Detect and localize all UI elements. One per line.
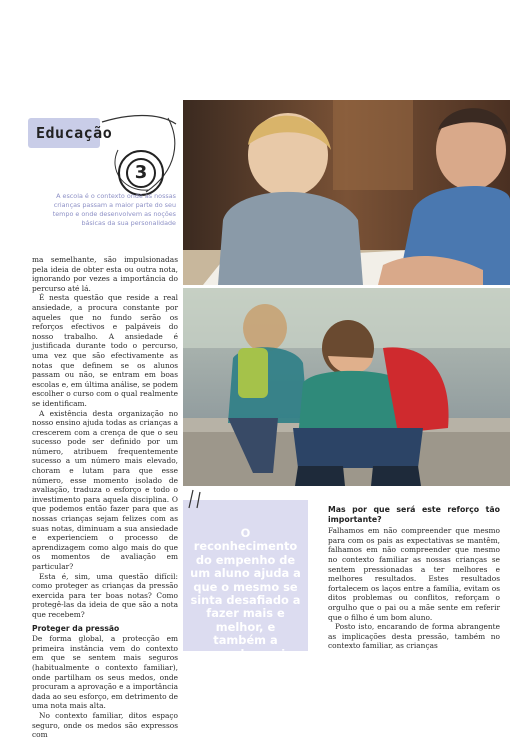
photo-child-studying-illustration xyxy=(183,100,510,285)
photo-child-studying xyxy=(183,100,510,285)
paragraph: Posto isto, encarando de forma abrangente as implicações desta pressão, também no contexto familiar, as crianças xyxy=(328,622,500,651)
section-title: Educação xyxy=(36,124,113,142)
section-number-circle xyxy=(118,150,164,196)
subheading: Proteger da pressão xyxy=(32,623,120,633)
subheading: Mas por que será este reforço tão importante? xyxy=(328,505,500,524)
paragraph: ma semelhante, são impulsionadas pela ideia de obter esta ou outra nota, ignorando por vezes a importância do percurso até lá. xyxy=(32,255,178,293)
pull-quote-box xyxy=(183,500,308,661)
photo-children-stressed-illustration xyxy=(183,288,510,486)
article-column-right xyxy=(328,505,500,651)
paragraph: De forma global, a protecção em primeira instância vem do contexto em que se sentem mais seguros (habitualmente o contexto familiar), onde partilham os seus medos, onde procuram a aprovação e a importância dada ao seu esforço, em detrimento de uma nota mais alta. xyxy=(32,634,178,711)
photo-children-stressed xyxy=(183,288,510,486)
paragraph: Falhamos em não compreender que mesmo para com os pais as expectativas se mantêm, falhamos em não compreender que mesmo no contexto familiar as nossas crianças se sentem pressionadas a ter melhores e melhores resultados. Estes resultados fortalecem os laços entre a família, evitam os ditos problemas ou conflitos, reforçam o orgulho que o pai ou a mãe sente em referir que o filho é um bom aluno. xyxy=(328,526,500,622)
section-number: 3 xyxy=(126,158,156,188)
paragraph: A existência desta organização no nosso ensino ajuda todas as crianças a crescerem com a crença de que o seu sucesso pode ser definido por um número, atribuem frequentemente sucesso a um número mais elevado, choram e lutam para que esse número, esse momento isolado de avaliação, traduza o esforço e todo o investimento para aquela disciplina. O que podemos então fazer para que as nossas crianças sejam felizes com as suas notas, diminuam a sua ansiedade e experienciem o processo de aprendizagem como algo mais do que os momentos de avaliação em particular? xyxy=(32,408,178,571)
paragraph: No contexto familiar, ditos espaço seguro, onde os medos são expressos com xyxy=(32,710,178,740)
article-column-left xyxy=(32,255,178,740)
photo-caption: A escola é o contexto onde as nossas crianças passam a maior parte do seu tempo e onde desenvolvem as noções básicas da sua personalidade xyxy=(52,192,176,227)
pull-quote-text: O reconhecimento do empenho de um aluno ajuda a que o mesmo se sinta desafiado a fazer mais e melhor, e também a aprender mais xyxy=(190,526,301,661)
paragraph: Esta é, sim, uma questão difícil: como proteger as crianças da pressão exercida para ter boas notas? Como protegê-las da ideia de que são a nota que recebem? xyxy=(32,571,178,619)
paragraph: É nesta questão que reside a real ansiedade, a procura constante por aqueles que no fundo serão os reforços efectivos e palpáveis do nosso trabalho. A ansiedade é justificada durante todo o percurso, uma vez que são efectivamente as notas que definem se os alunos passam ou não, se entram em boas escolas e, em última análise, se podem escolher o curso com o qual realmente se identificam. xyxy=(32,293,178,408)
quote-marks-icon xyxy=(183,482,308,512)
